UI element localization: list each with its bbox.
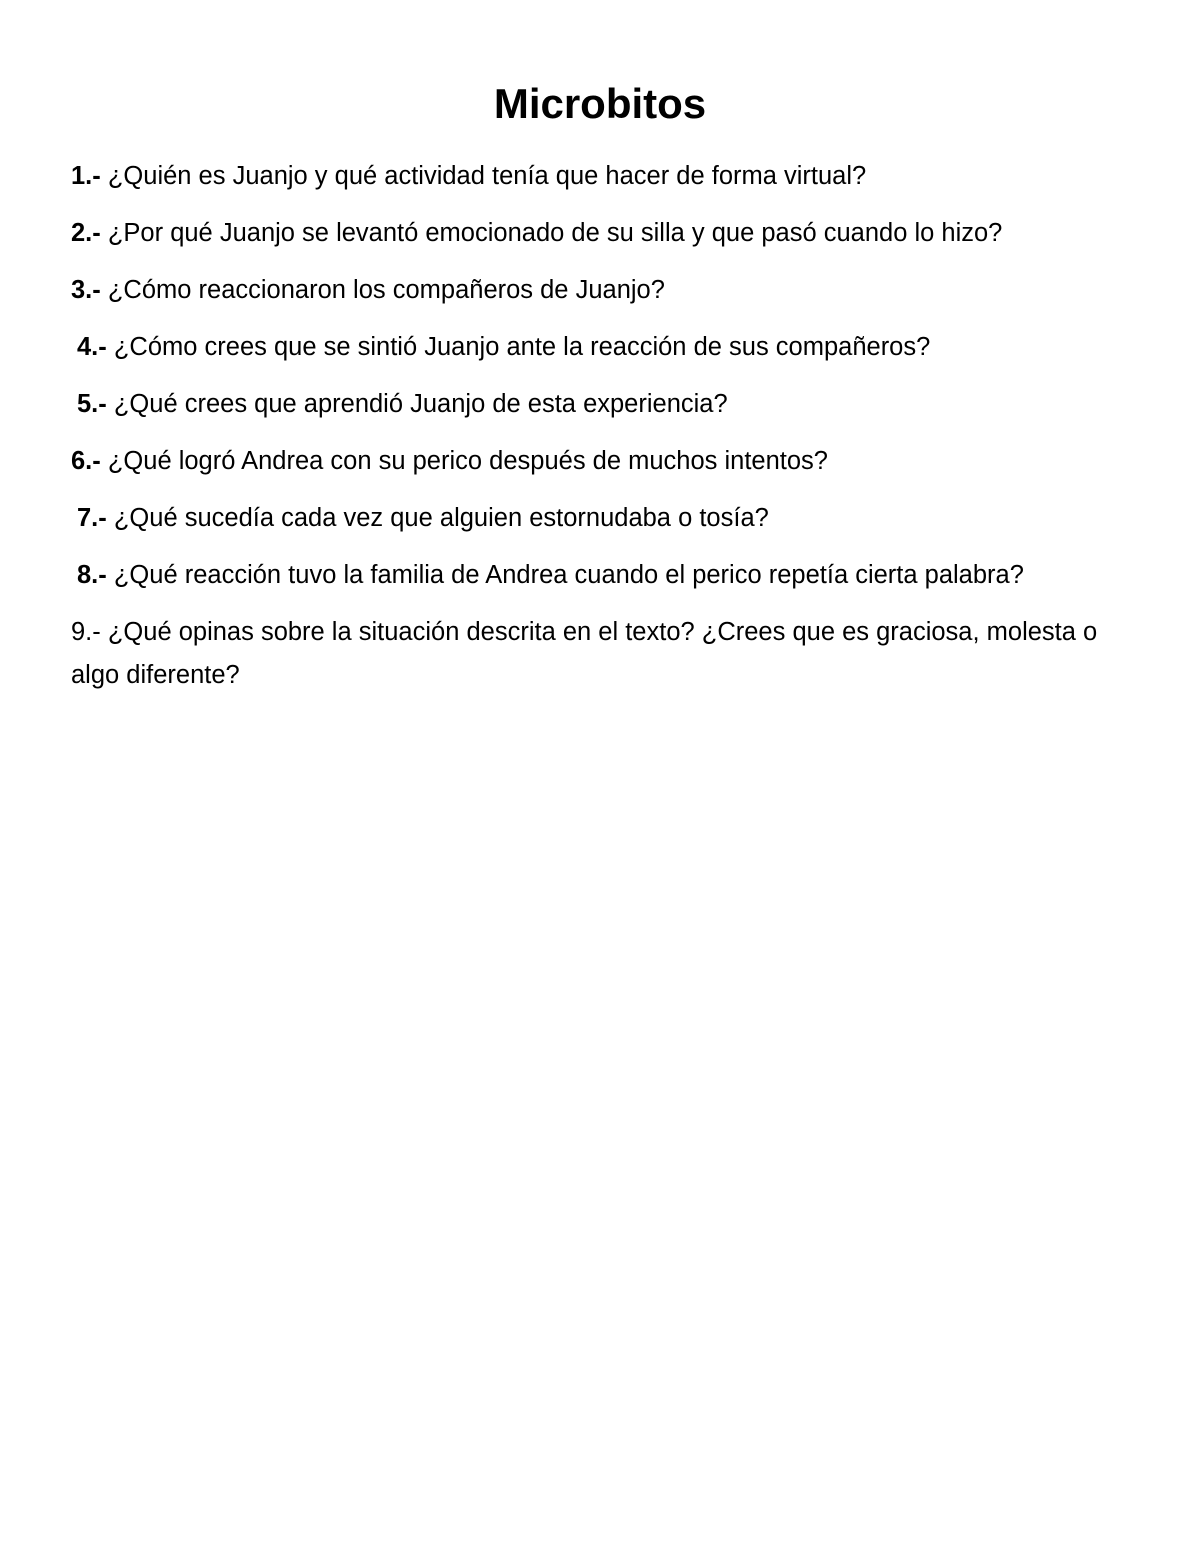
question-text: ¿Qué opinas sobre la situación descrita en el texto? ¿Crees que es graciosa, molesta o algo diferente? <box>71 618 1098 689</box>
question-text: ¿Cómo crees que se sintió Juanjo ante la reacción de sus compañeros? <box>106 333 931 361</box>
question-number: 9.- <box>71 618 101 646</box>
question-text: ¿Qué reacción tuvo la familia de Andrea cuando el perico repetía cierta palabra? <box>106 561 1024 589</box>
question-item-8 <box>71 554 1131 597</box>
question-list <box>71 155 1131 711</box>
question-item-5 <box>71 383 1131 426</box>
question-text: ¿Qué crees que aprendió Juanjo de esta experiencia? <box>106 390 728 418</box>
question-item-1 <box>71 155 1131 198</box>
question-number: 5.- <box>77 390 107 418</box>
question-item-2 <box>71 212 1131 255</box>
question-text: ¿Quién es Juanjo y qué actividad tenía que hacer de forma virtual? <box>100 162 867 190</box>
question-number: 7.- <box>77 504 107 532</box>
question-number: 4.- <box>77 333 107 361</box>
question-text: ¿Qué sucedía cada vez que alguien estornudaba o tosía? <box>106 504 769 532</box>
question-number: 6.- <box>71 447 101 475</box>
question-text: ¿Por qué Juanjo se levantó emocionado de su silla y que pasó cuando lo hizo? <box>100 219 1003 247</box>
question-item-3 <box>71 269 1131 312</box>
question-item-9 <box>71 611 1131 697</box>
page-title: Microbitos <box>493 80 707 127</box>
question-item-4 <box>71 326 1131 369</box>
question-number: 2.- <box>71 219 101 247</box>
question-text: ¿Cómo reaccionaron los compañeros de Juanjo? <box>100 276 665 304</box>
question-number: 8.- <box>77 561 107 589</box>
question-item-7 <box>71 497 1131 540</box>
question-item-6 <box>71 440 1131 483</box>
question-number: 3.- <box>71 276 101 304</box>
question-text: ¿Qué logró Andrea con su perico después de muchos intentos? <box>100 447 828 475</box>
question-number: 1.- <box>71 162 101 190</box>
